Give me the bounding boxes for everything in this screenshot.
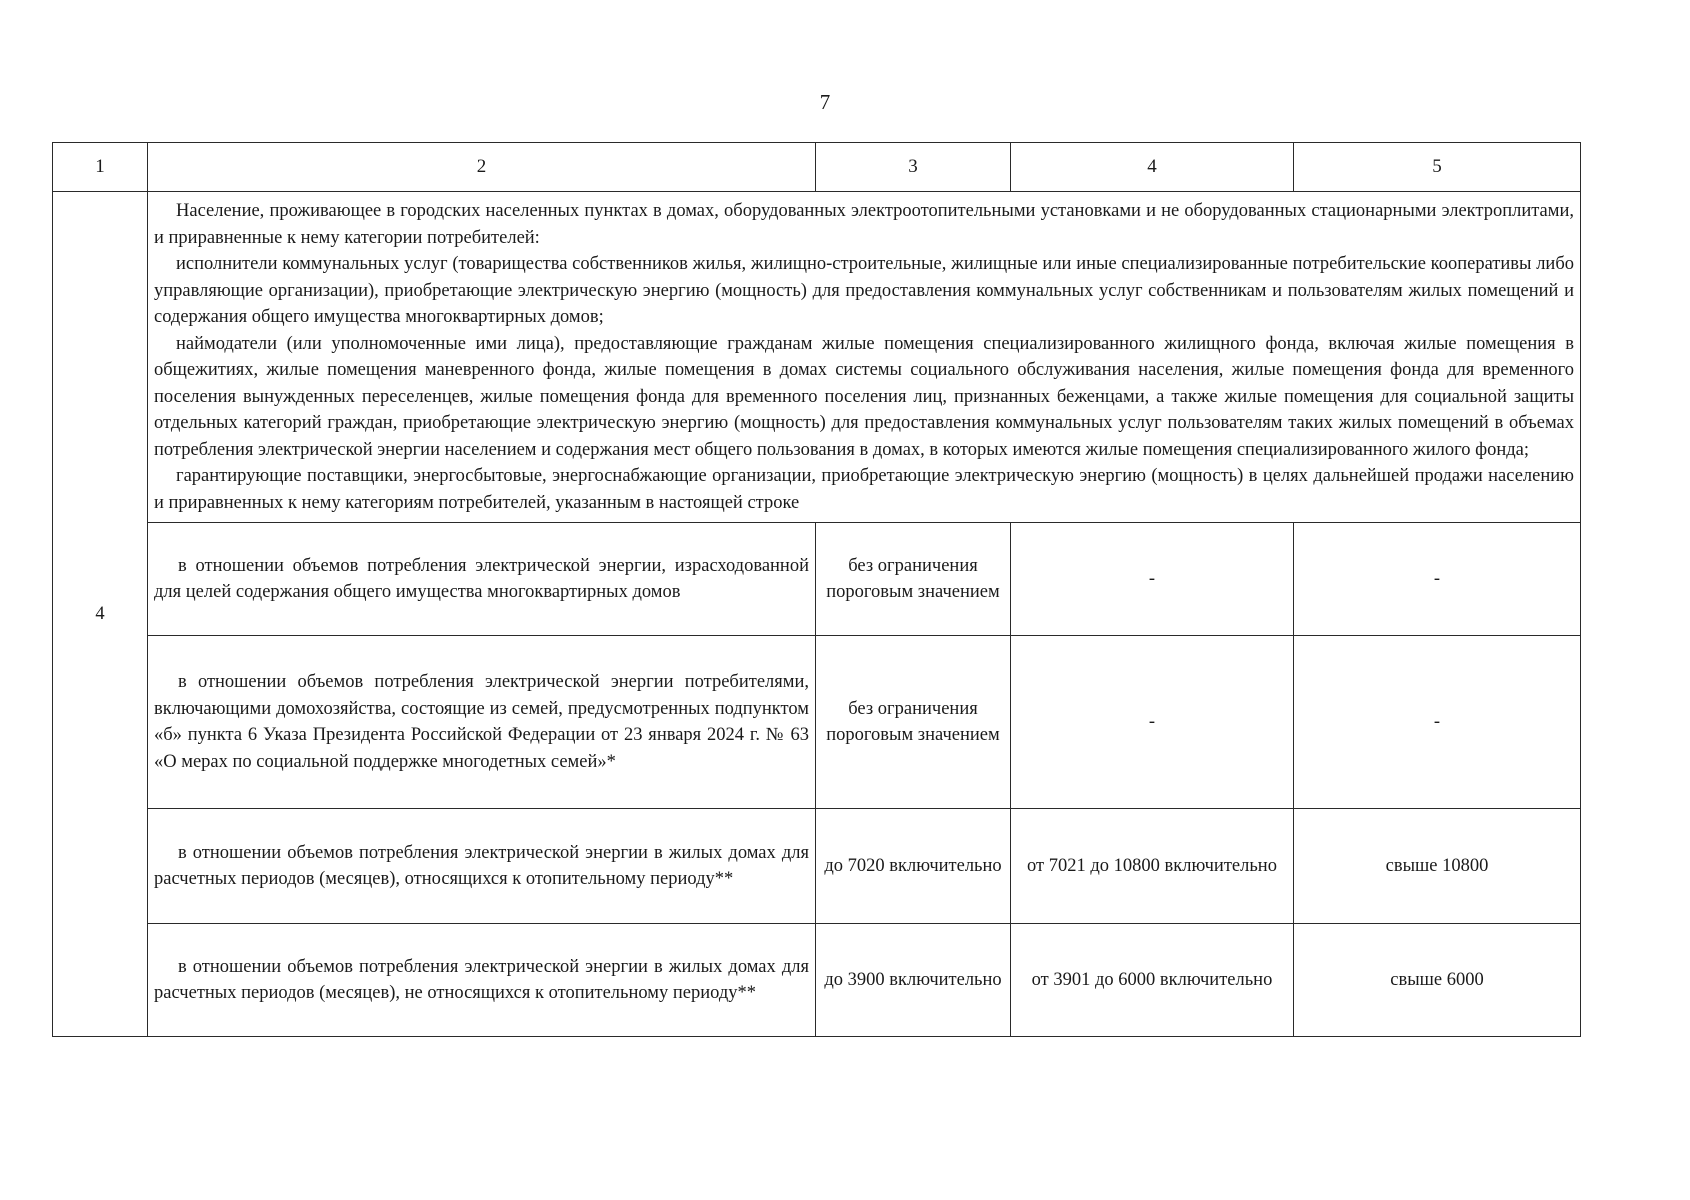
header-col-2: 2 <box>148 143 816 192</box>
intro-paragraph: гарантирующие поставщики, энергосбытовые, энергоснабжающие организации, приобретающие электрическую энергию (мощность) в целях дальнейшей продажи населению и приравненных к нему категориям потребителей, указанным в настоящей строке <box>154 466 1574 513</box>
row-threshold-3: без ограничения пороговым значением <box>816 523 1011 636</box>
intro-paragraph: исполнители коммунальных услуг (товарищества собственников жилья, жилищно-строительные, жилищные или иные специализированные потребительские кооперативы либо управляющие организации), приобретающие электрическую энергию (мощность) для предоставления коммунальных услуг собственникам и пользователям жилых помещений и содержания общего имущества многоквартирных домов; <box>154 254 1574 327</box>
page-number: 7 <box>819 90 831 114</box>
row-threshold-3: без ограничения пороговым значением <box>816 636 1011 809</box>
row-description <box>148 924 816 1037</box>
header-col-4: 4 <box>1011 143 1294 192</box>
header-row <box>53 143 1581 192</box>
intro-paragraph: наймодатели (или уполномоченные ими лица), предоставляющие гражданам жилые помещения специализированного жилищного фонда, включая жилые помещения в общежитиях, жилые помещения маневренного фонда, жилые помещения в домах системы социального обслуживания населения, жилые помещения фонда для временного поселения вынужденных переселенцев, жилые помещения фонда для временного поселения лиц, признанных беженцами, а также жилые помещения для социальной защиты отдельных категорий граждан, приобретающие электрическую энергию (мощность) для предоставления коммунальных услуг пользователям таких жилых помещений в объемах потребления электрической энергии населением и содержания мест общего пользования в домах, в которых имеются жилые помещения специализированного жилого фонда; <box>154 333 1574 460</box>
row-threshold-5: свыше 6000 <box>1294 924 1581 1037</box>
row-threshold-5: - <box>1294 636 1581 809</box>
row-description <box>148 523 816 636</box>
intro-text <box>148 192 1581 523</box>
row-threshold-5: свыше 10800 <box>1294 809 1581 924</box>
header-col-1: 1 <box>53 143 148 192</box>
row-description-text: в отношении объемов потребления электрической энергии потребителями, включающими домохозяйства, состоящие из семей, предусмотренных подпунктом «б» пункта 6 Указа Президента Российской Федерации от 23 января 2024 г. № 63 «О мерах по социальной поддержке многодетных семей»* <box>154 672 809 772</box>
row-description <box>148 809 816 924</box>
header-col-5: 5 <box>1294 143 1581 192</box>
row-threshold-3: до 3900 включительно <box>816 924 1011 1037</box>
table-row <box>53 636 1581 809</box>
row-threshold-4: - <box>1011 636 1294 809</box>
row-threshold-4: от 3901 до 6000 включительно <box>1011 924 1294 1037</box>
tariff-table <box>52 142 1581 1037</box>
row-description-text: в отношении объемов потребления электрической энергии, израсходованной для целей содержания общего имущества многоквартирных домов <box>154 555 809 602</box>
intro-paragraph: Население, проживающее в городских населенных пунктах в домах, оборудованных электроотопительными установками и не оборудованных стационарными электроплитами, и приравненные к нему категории потребителей: <box>154 201 1574 248</box>
row-threshold-4: от 7021 до 10800 включительно <box>1011 809 1294 924</box>
row-threshold-5: - <box>1294 523 1581 636</box>
row-description-text: в отношении объемов потребления электрической энергии в жилых домах для расчетных периодов (месяцев), не относящихся к отопительному периоду** <box>154 956 809 1003</box>
row-threshold-4: - <box>1011 523 1294 636</box>
row-description <box>148 636 816 809</box>
row-number: 4 <box>53 192 148 1037</box>
row-description-text: в отношении объемов потребления электрической энергии в жилых домах для расчетных периодов (месяцев), относящихся к отопительному периоду** <box>154 842 809 889</box>
table-row <box>53 809 1581 924</box>
row-threshold-3: до 7020 включительно <box>816 809 1011 924</box>
table-row <box>53 523 1581 636</box>
table-row <box>53 924 1581 1037</box>
header-col-3: 3 <box>816 143 1011 192</box>
intro-row <box>53 192 1581 523</box>
